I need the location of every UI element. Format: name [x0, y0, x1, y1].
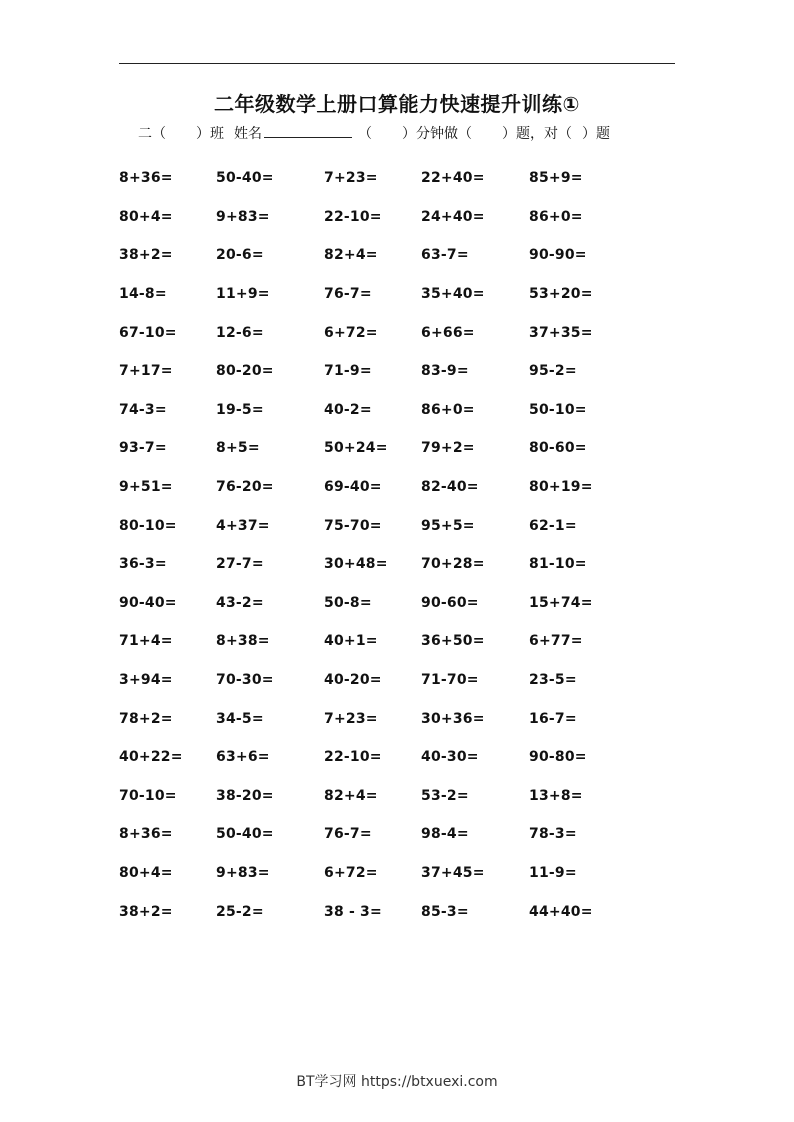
- problem-item: 86+0=: [421, 401, 475, 418]
- problem-item: 67-10=: [119, 324, 177, 341]
- problem-item: 44+40=: [529, 903, 593, 920]
- problem-row: [119, 892, 639, 931]
- problem-item: 9+83=: [216, 208, 270, 225]
- problem-row: [119, 661, 639, 700]
- problem-item: 36-3=: [119, 556, 167, 573]
- problem-row: [119, 429, 639, 468]
- problem-item: 40-20=: [324, 672, 382, 689]
- problem-item: 90-40=: [119, 594, 177, 611]
- problem-item: 38 - 3=: [324, 903, 382, 920]
- problem-item: 50+24=: [324, 440, 388, 457]
- problem-item: 7+23=: [324, 710, 378, 727]
- minutes-open: （: [358, 126, 372, 142]
- problem-item: 38-20=: [216, 787, 274, 804]
- problem-item: 34-5=: [216, 710, 264, 727]
- problem-row: [119, 236, 639, 275]
- name-blank[interactable]: [264, 125, 352, 138]
- problem-row: [119, 506, 639, 545]
- problem-item: 75-70=: [324, 517, 382, 534]
- problem-row: [119, 313, 639, 352]
- problem-item: 24+40=: [421, 208, 485, 225]
- problem-item: 43-2=: [216, 594, 264, 611]
- problem-item: 50-40=: [216, 826, 274, 843]
- problem-item: 80+19=: [529, 479, 593, 496]
- problem-item: 82+4=: [324, 787, 378, 804]
- student-info-line: [138, 123, 610, 143]
- problem-item: 22-10=: [324, 749, 382, 766]
- problem-row: [119, 622, 639, 661]
- problem-item: 8+5=: [216, 440, 260, 457]
- problem-item: 79+2=: [421, 440, 475, 457]
- problem-row: [119, 468, 639, 507]
- problem-item: 86+0=: [529, 208, 583, 225]
- problem-item: 53-2=: [421, 787, 469, 804]
- problem-row: [119, 391, 639, 430]
- footer-watermark: BT学习网 https://btxuexi.com: [296, 1074, 498, 1090]
- problem-item: 9+51=: [119, 479, 173, 496]
- problem-grid: [119, 159, 639, 931]
- class-label: ）班: [196, 126, 224, 142]
- problem-item: 83-9=: [421, 363, 469, 380]
- problem-item: 37+45=: [421, 864, 485, 881]
- problem-item: 71-70=: [421, 672, 479, 689]
- problem-item: 63-7=: [421, 247, 469, 264]
- name-label: 姓名: [234, 126, 262, 142]
- problem-item: 80-60=: [529, 440, 587, 457]
- problem-item: 20-6=: [216, 247, 264, 264]
- problem-item: 11-9=: [529, 864, 577, 881]
- problem-item: 40+1=: [324, 633, 378, 650]
- problem-row: [119, 352, 639, 391]
- problem-item: 80-10=: [119, 517, 177, 534]
- problem-item: 80-20=: [216, 363, 274, 380]
- grade-label: 二（: [138, 126, 166, 142]
- problem-item: 27-7=: [216, 556, 264, 573]
- problem-item: 11+9=: [216, 286, 270, 303]
- problem-item: 85+9=: [529, 170, 583, 187]
- problem-item: 40-2=: [324, 401, 372, 418]
- problem-item: 76-7=: [324, 286, 372, 303]
- problem-item: 71-9=: [324, 363, 372, 380]
- problem-item: 71+4=: [119, 633, 173, 650]
- problem-item: 13+8=: [529, 787, 583, 804]
- problem-item: 80+4=: [119, 864, 173, 881]
- problem-row: [119, 198, 639, 237]
- correct-label: ）题: [582, 126, 610, 142]
- problem-row: [119, 159, 639, 198]
- problem-item: 7+23=: [324, 170, 378, 187]
- problem-item: 38+2=: [119, 247, 173, 264]
- problem-item: 14-8=: [119, 286, 167, 303]
- problem-item: 62-1=: [529, 517, 577, 534]
- problem-item: 15+74=: [529, 594, 593, 611]
- problem-item: 70-10=: [119, 787, 177, 804]
- problem-row: [119, 815, 639, 854]
- problem-item: 30+48=: [324, 556, 388, 573]
- problem-row: [119, 584, 639, 623]
- problem-item: 78-3=: [529, 826, 577, 843]
- problem-item: 63+6=: [216, 749, 270, 766]
- done-label: ）题，对（: [502, 126, 572, 142]
- problem-item: 53+20=: [529, 286, 593, 303]
- problem-item: 90-90=: [529, 247, 587, 264]
- problem-row: [119, 545, 639, 584]
- problem-item: 8+38=: [216, 633, 270, 650]
- problem-item: 22+40=: [421, 170, 485, 187]
- problem-item: 70+28=: [421, 556, 485, 573]
- problem-row: [119, 699, 639, 738]
- problem-item: 23-5=: [529, 672, 577, 689]
- problem-row: [119, 738, 639, 777]
- problem-item: 85-3=: [421, 903, 469, 920]
- problem-row: [119, 777, 639, 816]
- problem-item: 3+94=: [119, 672, 173, 689]
- problem-item: 50-10=: [529, 401, 587, 418]
- problem-item: 38+2=: [119, 903, 173, 920]
- problem-item: 22-10=: [324, 208, 382, 225]
- header-rule: [119, 63, 675, 64]
- problem-item: 98-4=: [421, 826, 469, 843]
- problem-item: 7+17=: [119, 363, 173, 380]
- problem-item: 95+5=: [421, 517, 475, 534]
- problem-item: 12-6=: [216, 324, 264, 341]
- problem-item: 90-60=: [421, 594, 479, 611]
- minutes-label: ）分钟做（: [402, 126, 472, 142]
- problem-item: 40+22=: [119, 749, 183, 766]
- problem-row: [119, 854, 639, 893]
- problem-item: 69-40=: [324, 479, 382, 496]
- problem-item: 82-40=: [421, 479, 479, 496]
- problem-item: 76-20=: [216, 479, 274, 496]
- problem-item: 76-7=: [324, 826, 372, 843]
- problem-item: 35+40=: [421, 286, 485, 303]
- problem-item: 25-2=: [216, 903, 264, 920]
- problem-item: 93-7=: [119, 440, 167, 457]
- problem-item: 6+77=: [529, 633, 583, 650]
- problem-item: 36+50=: [421, 633, 485, 650]
- problem-item: 95-2=: [529, 363, 577, 380]
- problem-item: 81-10=: [529, 556, 587, 573]
- problem-item: 37+35=: [529, 324, 593, 341]
- problem-item: 50-8=: [324, 594, 372, 611]
- problem-item: 16-7=: [529, 710, 577, 727]
- problem-item: 4+37=: [216, 517, 270, 534]
- problem-item: 6+66=: [421, 324, 475, 341]
- problem-item: 30+36=: [421, 710, 485, 727]
- problem-item: 40-30=: [421, 749, 479, 766]
- problem-item: 50-40=: [216, 170, 274, 187]
- problem-item: 82+4=: [324, 247, 378, 264]
- page-title: 二年级数学上册口算能力快速提升训练①: [214, 92, 580, 116]
- problem-item: 8+36=: [119, 170, 173, 187]
- problem-item: 90-80=: [529, 749, 587, 766]
- problem-item: 80+4=: [119, 208, 173, 225]
- problem-item: 70-30=: [216, 672, 274, 689]
- problem-item: 6+72=: [324, 864, 378, 881]
- problem-row: [119, 275, 639, 314]
- problem-item: 8+36=: [119, 826, 173, 843]
- problem-item: 6+72=: [324, 324, 378, 341]
- problem-item: 74-3=: [119, 401, 167, 418]
- problem-item: 78+2=: [119, 710, 173, 727]
- problem-item: 19-5=: [216, 401, 264, 418]
- problem-item: 9+83=: [216, 864, 270, 881]
